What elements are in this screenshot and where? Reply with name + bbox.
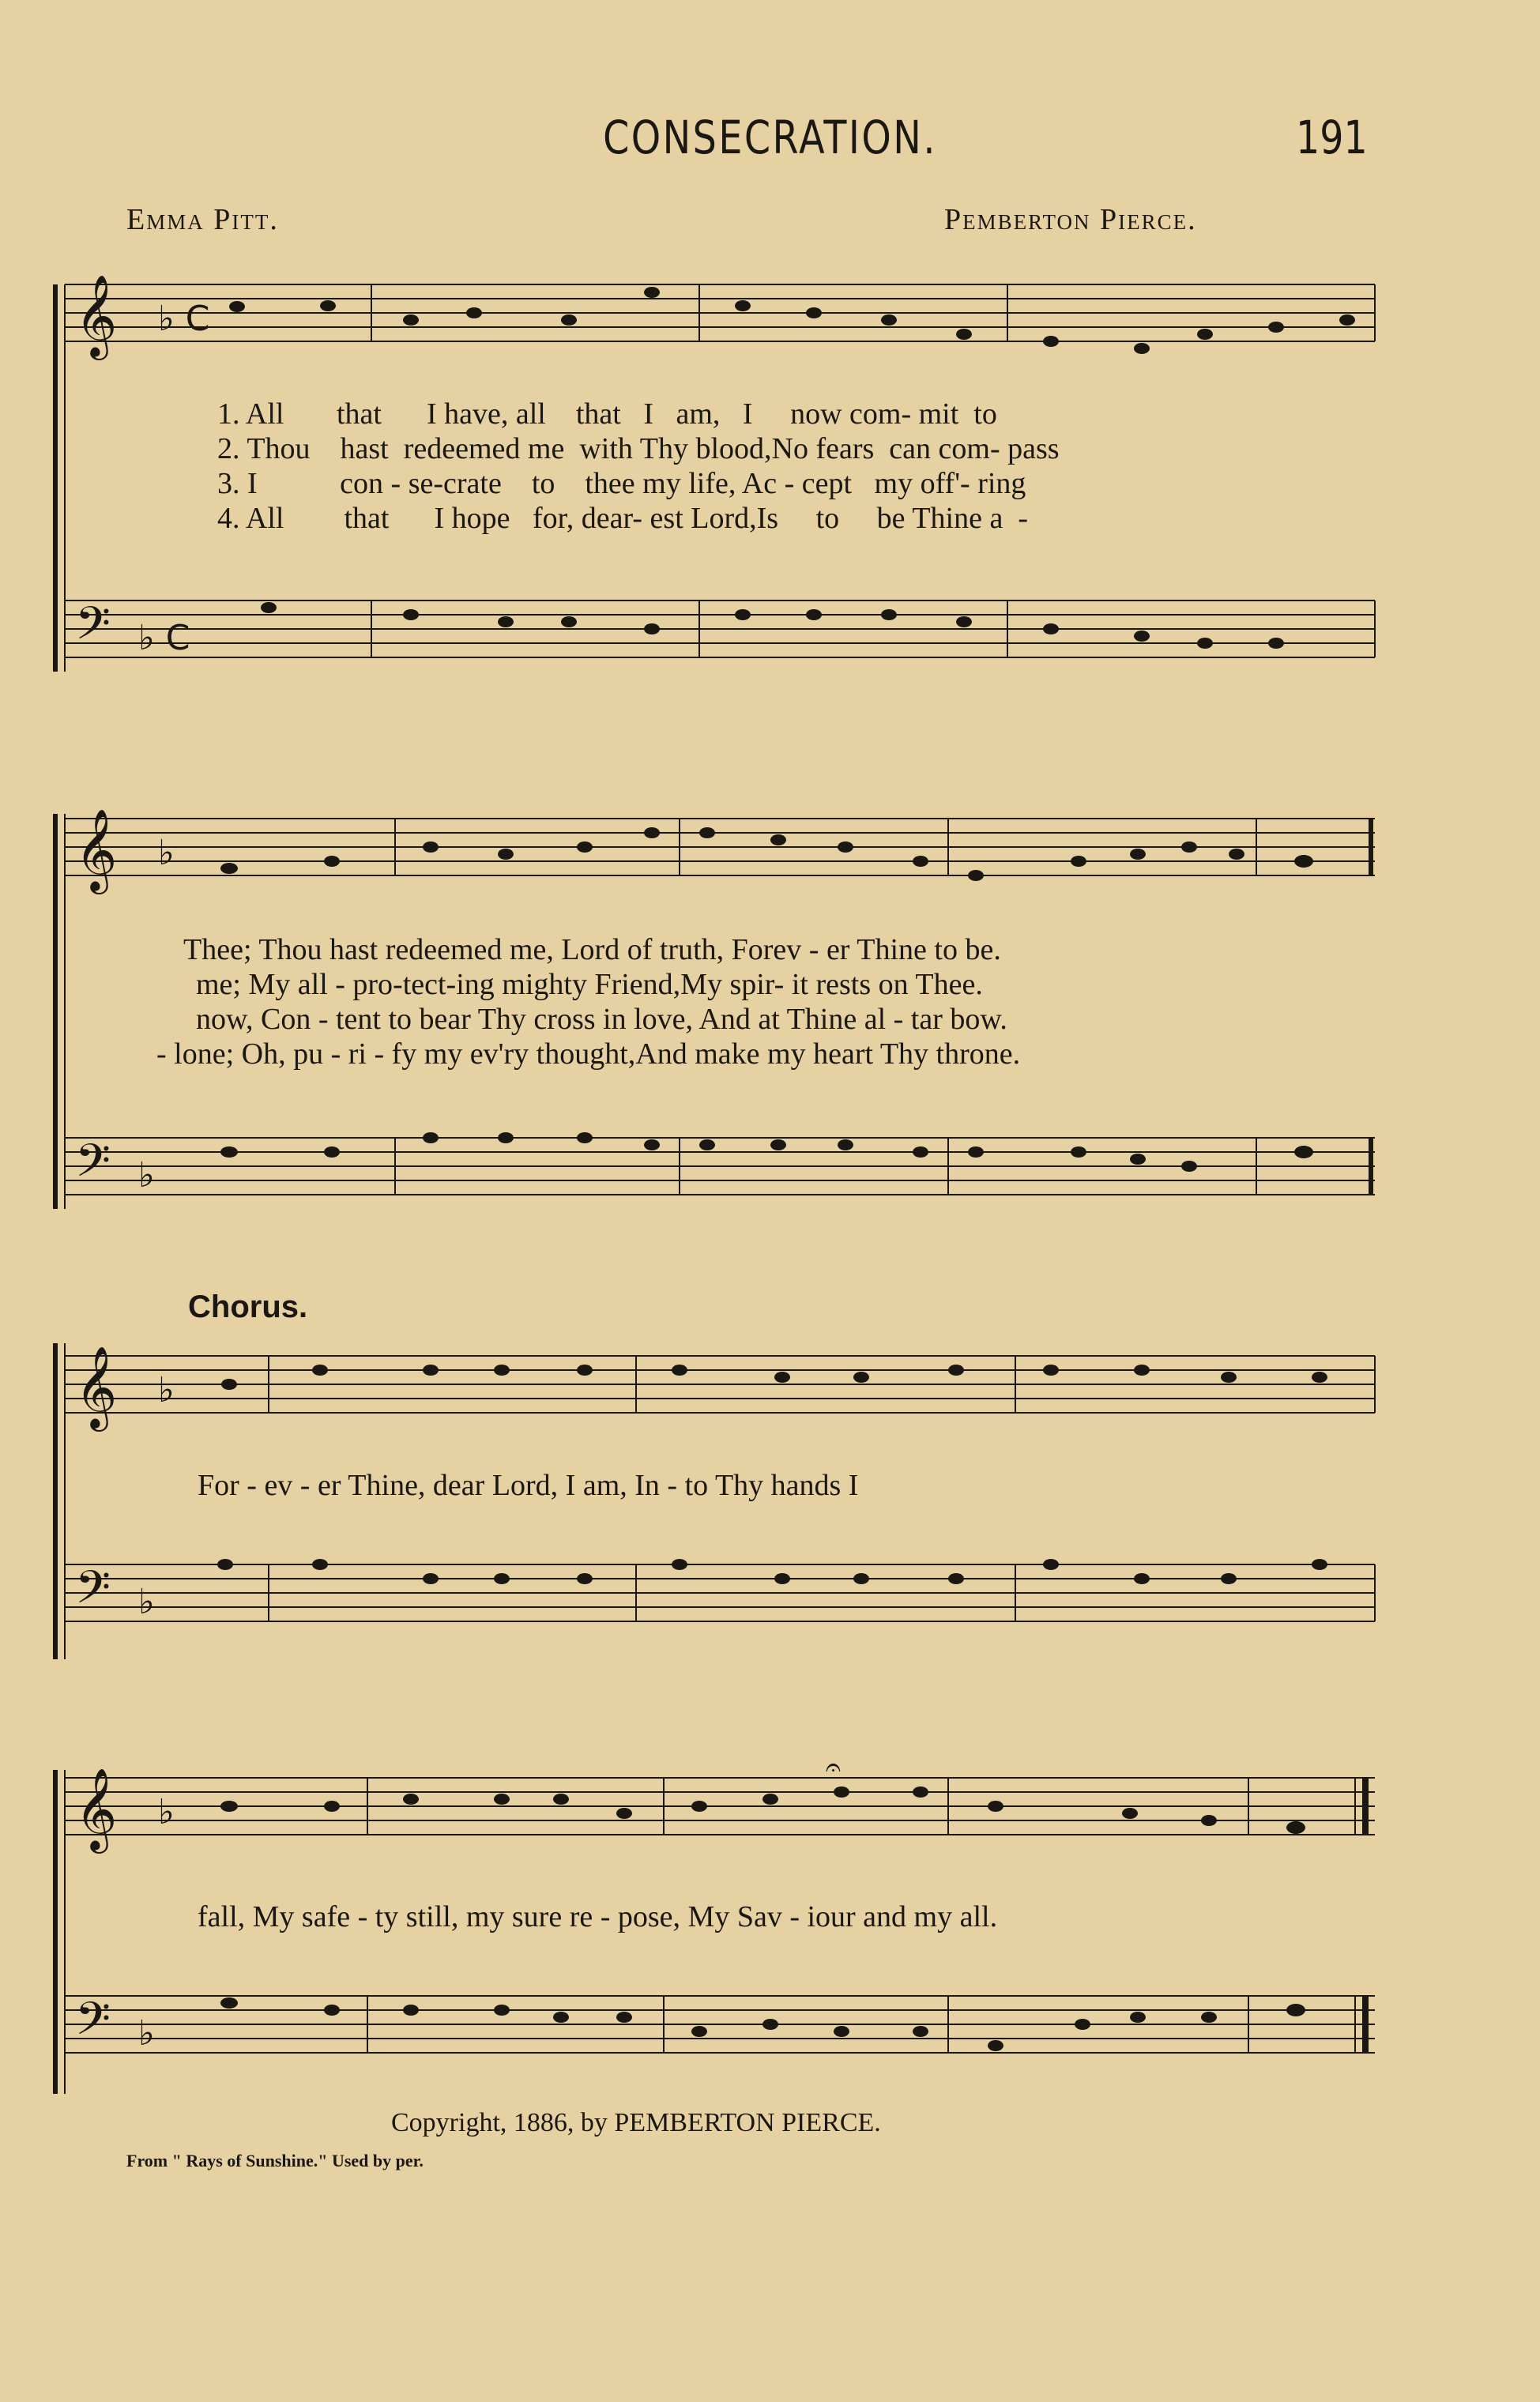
chorus-line-2: fall, My safe - ty still, my sure re - pose, My Sav - iour and my all. xyxy=(198,1900,998,1933)
verse-2-line-2: me; My all - pro-tect-ing mighty Friend,My spir- it rests on Thee. xyxy=(196,968,983,1001)
verse-1-line-1: 1. All that I have, all that I am, I now com- mit to xyxy=(217,397,997,431)
svg-text:𝄞: 𝄞 xyxy=(75,808,118,891)
chorus-label: Chorus. xyxy=(188,1289,308,1324)
svg-text:♭: ♭ xyxy=(158,833,175,873)
svg-text:♭: ♭ xyxy=(138,1582,155,1622)
svg-text:𝄢: 𝄢 xyxy=(75,1134,111,1199)
chorus-line-1: For - ev - er Thine, dear Lord, I am, In - to Thy hands I xyxy=(198,1469,859,1502)
svg-text:𝄞: 𝄞 xyxy=(75,274,118,357)
page-number: 191 xyxy=(1296,111,1368,164)
music-system-2 xyxy=(0,790,1540,1233)
svg-text:𝄢: 𝄢 xyxy=(75,597,111,661)
music-system-1 xyxy=(0,261,1540,735)
svg-text:♭: ♭ xyxy=(138,1155,155,1195)
music-system-3 xyxy=(0,1327,1540,1659)
verse-4-line-2: - lone; Oh, pu - ri - fy my ev'ry thought,And make my heart Thy throne. xyxy=(156,1037,1021,1071)
svg-text:𝄢: 𝄢 xyxy=(75,1992,111,2057)
svg-text:♭: ♭ xyxy=(158,1792,175,1832)
svg-text:𝄞: 𝄞 xyxy=(75,1346,118,1429)
verse-3-line-1: 3. I con - se-crate to thee my life, Ac - cept my off'- ring xyxy=(217,467,1026,500)
source-note: From " Rays of Sunshine." Used by per. xyxy=(126,2151,424,2170)
copyright-notice: Copyright, 1886, by PEMBERTON PIERCE. xyxy=(391,2108,881,2137)
svg-text:♭: ♭ xyxy=(138,2013,155,2054)
svg-text:♭ C: ♭ C xyxy=(158,299,210,339)
verse-4-line-1: 4. All that I hope for, dear- est Lord,Is to be Thine a - xyxy=(217,502,1028,535)
verse-2-line-1: 2. Thou hast redeemed me with Thy blood,No fears can com- pass xyxy=(217,432,1060,465)
verse-1-line-2: Thee; Thou hast redeemed me, Lord of truth, Forev - er Thine to be. xyxy=(183,933,1001,966)
hymn-title: CONSECRATION. xyxy=(603,111,937,164)
svg-text:♭ C: ♭ C xyxy=(138,618,190,658)
svg-text:𝄞: 𝄞 xyxy=(75,1768,118,1850)
verse-3-line-2: now, Con - tent to bear Thy cross in love, And at Thine al - tar bow. xyxy=(196,1003,1007,1036)
svg-text:♭: ♭ xyxy=(158,1370,175,1410)
music-system-4 xyxy=(0,1754,1540,2102)
lyricist-credit: Emma Pitt. xyxy=(126,203,279,236)
svg-text:𝄢: 𝄢 xyxy=(75,1561,111,1625)
svg-text:𝄐: 𝄐 xyxy=(826,1754,841,1783)
composer-credit: Pemberton Pierce. xyxy=(944,203,1197,236)
